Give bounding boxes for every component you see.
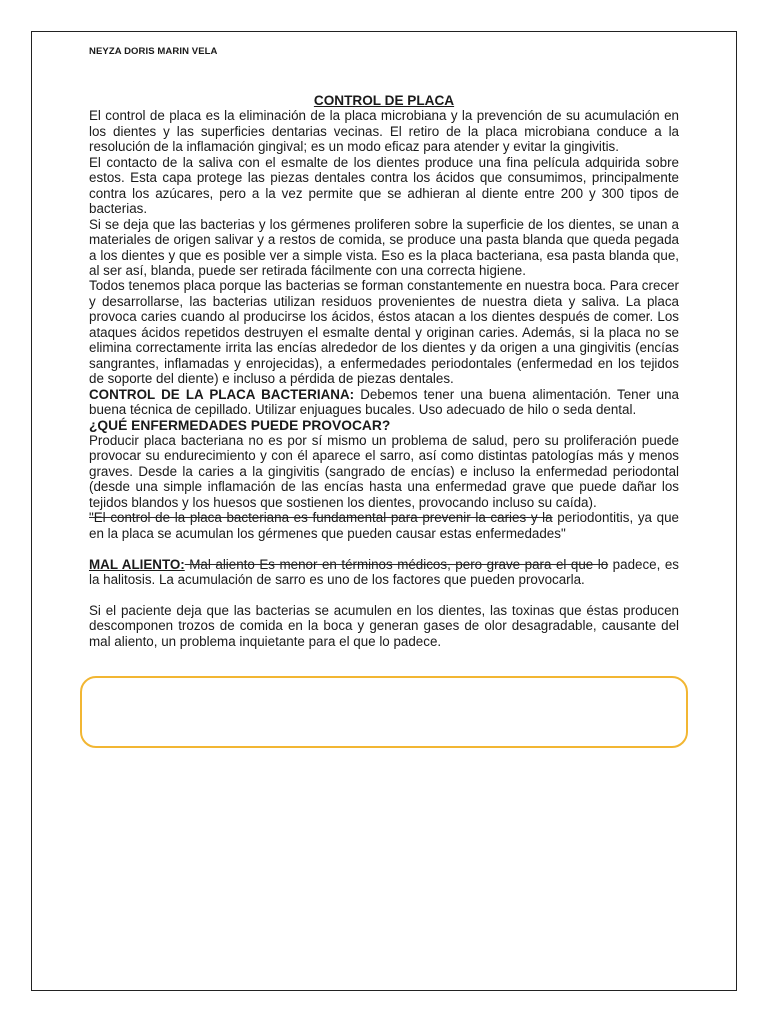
bad-breath-struck-text: Mal aliento Es menor en términos médicos, pero grave para el que lo	[184, 556, 609, 572]
paragraph-1: El control de placa es la eliminación de la placa microbiana y la prevención de su acumulación en los dientes y las superficies dentarias vecinas. El retiro de la placa microbiana conduce a la resolución de la inflamación gingival; es un modo eficaz para atender y evitar la gingivitis.	[89, 108, 679, 155]
document-title: CONTROL DE PLACA	[313, 93, 455, 108]
paragraph-6: Si el paciente deja que las bacterias se acumulen en los dientes, las toxinas que éstas producen descomponen trozos de comida en la boca y generan gases de olor desagradable, causante del mal aliento, un problema inquietante para el que lo padece.	[89, 602, 679, 649]
document-body	[89, 93, 679, 649]
quote-text: periodontitis, ya que en la placa se acumulan los gérmenes que pueden causar estas enfermedades"	[89, 510, 680, 541]
spacer	[89, 587, 679, 602]
control-heading: CONTROL DE LA PLACA BACTERIANA:	[89, 386, 355, 402]
paragraph-5: Producir placa bacteriana no es por sí mismo un problema de salud, pero su proliferación puede provocar su endurecimiento y con él aparece el sarro, así como distintas patologías más y menos graves. Desde la caries a la gingivitis (sangrado de encías) e incluso la enfermedad periodontal (desde una simple inflamación de las encías hasta una enfermedad grave que puede dañar los tejidos blandos y los huesos que sostienen los dientes, provocando incluso su caída).	[89, 432, 679, 510]
control-paragraph	[89, 387, 679, 418]
quote-struck-text: "El control de la placa bacteriana es fundamental para prevenir la caries y la	[89, 510, 553, 526]
bad-breath-heading: MAL ALIENTO:	[89, 556, 185, 572]
paragraph-3: Si se deja que las bacterias y los gérmenes proliferen sobre la superficie de los dientes, se unan a materiales de origen salivar y a restos de comida, se produce una pasta blanda que queda pegada a los dientes y que es posible ver a simple vista. Eso es la placa bacteriana, esa pasta blanda que, al ser así, blanda, puede ser retirada fácilmente con una correcta higiene.	[89, 216, 679, 278]
control-text: Debemos tener una buena alimentación. Tener una buena técnica de cepillado. Utilizar enjuagues bucales. Uso adecuado de hilo o seda dental.	[89, 386, 679, 418]
spacer	[89, 541, 679, 556]
author-name: NEYZA DORIS MARIN VELA	[89, 46, 218, 57]
quote-paragraph	[89, 510, 679, 541]
paragraph-2: El contacto de la saliva con el esmalte de los dientes produce una fina película adquirida sobre estos. Esta capa protege las piezas dentales contra los ácidos que consumimos, principalmente contra los azúcares, pero a la vez permite que se adhieran al diente entre 200 y 300 tipos de bacterias.	[89, 154, 679, 217]
paragraph-4: Todos tenemos placa porque las bacterias se forman constantemente en nuestra boca. Para crecer y desarrollarse, las bacterias utilizan residuos provenientes de nuestra dieta y saliva. La placa provoca caries cuando al producirse los ácidos, éstos atacan a los dientes después de comer. Los ataques ácidos repetidos destruyen el esmalte dental y originan caries. Además, si la placa no se elimina correctamente irrita las encías alrededor de los dientes y da origen a una gingivitis (encías sangrantes, inflamadas y enrojecidas), a enfermedades periodontales (enfermedad en los tejidos de soporte del diente) e incluso a pérdida de piezas dentales.	[89, 278, 679, 387]
bad-breath-text: padece, es la halitosis. La acumulación de sarro es uno de los factores que pueden provocarla.	[89, 556, 679, 588]
bad-breath-paragraph	[89, 557, 679, 588]
diseases-heading: ¿QUÉ ENFERMEDADES PUEDE PROVOCAR?	[89, 417, 391, 433]
